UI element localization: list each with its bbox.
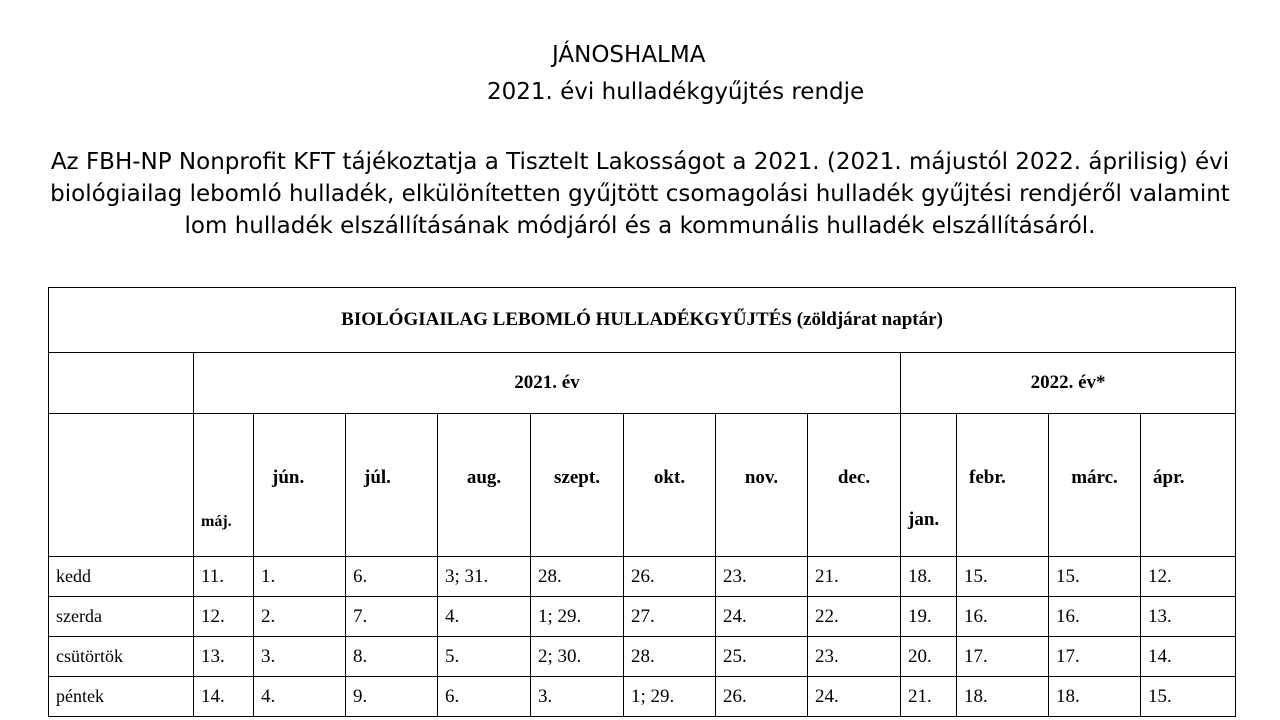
month-header: máj. bbox=[194, 414, 254, 557]
date-cell: 18. bbox=[901, 557, 957, 597]
year-2022-header: 2022. év* bbox=[901, 353, 1236, 414]
date-cell: 17. bbox=[957, 637, 1049, 677]
date-cell: 15. bbox=[1141, 677, 1236, 717]
date-cell: 14. bbox=[1141, 637, 1236, 677]
empty-corner-cell bbox=[49, 414, 194, 557]
date-cell: 27. bbox=[624, 597, 716, 637]
date-cell: 23. bbox=[716, 557, 808, 597]
month-header: febr. bbox=[957, 414, 1049, 557]
date-cell: 18. bbox=[957, 677, 1049, 717]
table-title-main: BIOLÓGIAILAG LEBOMLÓ HULLADÉKGYŰJTÉS bbox=[341, 309, 792, 330]
table-row bbox=[49, 557, 1236, 597]
month-header: nov. bbox=[716, 414, 808, 557]
date-cell: 24. bbox=[808, 677, 901, 717]
collection-schedule-table bbox=[48, 287, 1236, 717]
date-cell: 28. bbox=[531, 557, 624, 597]
month-header: dec. bbox=[808, 414, 901, 557]
date-cell: 7. bbox=[346, 597, 438, 637]
table-title bbox=[49, 288, 1236, 353]
date-cell: 15. bbox=[957, 557, 1049, 597]
date-cell: 4. bbox=[438, 597, 531, 637]
table-row bbox=[49, 637, 1236, 677]
table-title-row bbox=[49, 288, 1236, 353]
date-cell: 17. bbox=[1049, 637, 1141, 677]
date-cell: 24. bbox=[716, 597, 808, 637]
date-cell: 21. bbox=[808, 557, 901, 597]
date-cell: 16. bbox=[1049, 597, 1141, 637]
month-header: ápr. bbox=[1141, 414, 1236, 557]
month-header: júl. bbox=[346, 414, 438, 557]
date-cell: 6. bbox=[346, 557, 438, 597]
table-months-row bbox=[49, 414, 1236, 557]
table-years-row bbox=[49, 353, 1236, 414]
date-cell: 16. bbox=[957, 597, 1049, 637]
intro-paragraph: Az FBH-NP Nonprofit KFT tájékoztatja a Tisztelt Lakosságot a 2021. (2021. májustól 2022. áprilisig) évi biológiailag lebomló hulladék, elkülönítetten gyűjtött csomagolási hulladék gyűjtési rendjéről valamint lom hulladék elszállításának módjáról és a kommunális hulladék elszállításáról. bbox=[50, 149, 1230, 239]
date-cell: 21. bbox=[901, 677, 957, 717]
date-cell: 8. bbox=[346, 637, 438, 677]
date-cell: 12. bbox=[1141, 557, 1236, 597]
date-cell: 22. bbox=[808, 597, 901, 637]
day-name: kedd bbox=[49, 557, 194, 597]
date-cell: 1; 29. bbox=[531, 597, 624, 637]
date-cell: 1; 29. bbox=[624, 677, 716, 717]
day-name: szerda bbox=[49, 597, 194, 637]
date-cell: 3; 31. bbox=[438, 557, 531, 597]
date-cell: 28. bbox=[624, 637, 716, 677]
date-cell: 4. bbox=[254, 677, 346, 717]
page-title: JÁNOSHALMA bbox=[552, 42, 706, 68]
date-cell: 25. bbox=[716, 637, 808, 677]
date-cell: 18. bbox=[1049, 677, 1141, 717]
date-cell: 5. bbox=[438, 637, 531, 677]
table-row bbox=[49, 677, 1236, 717]
date-cell: 9. bbox=[346, 677, 438, 717]
date-cell: 19. bbox=[901, 597, 957, 637]
date-cell: 13. bbox=[194, 637, 254, 677]
month-header: szept. bbox=[531, 414, 624, 557]
date-cell: 3. bbox=[531, 677, 624, 717]
day-name: csütörtök bbox=[49, 637, 194, 677]
month-header: márc. bbox=[1049, 414, 1141, 557]
date-cell: 20. bbox=[901, 637, 957, 677]
date-cell: 26. bbox=[624, 557, 716, 597]
date-cell: 2. bbox=[254, 597, 346, 637]
day-name: péntek bbox=[49, 677, 194, 717]
date-cell: 3. bbox=[254, 637, 346, 677]
table-title-sub: (zöldjárat naptár) bbox=[796, 309, 943, 330]
date-cell: 15. bbox=[1049, 557, 1141, 597]
year-2021-header: 2021. év bbox=[194, 353, 901, 414]
empty-corner-cell bbox=[49, 353, 194, 414]
date-cell: 23. bbox=[808, 637, 901, 677]
month-header: okt. bbox=[624, 414, 716, 557]
date-cell: 26. bbox=[716, 677, 808, 717]
month-header: jan. bbox=[901, 414, 957, 557]
month-header: aug. bbox=[438, 414, 531, 557]
date-cell: 6. bbox=[438, 677, 531, 717]
date-cell: 14. bbox=[194, 677, 254, 717]
month-header: jún. bbox=[254, 414, 346, 557]
date-cell: 2; 30. bbox=[531, 637, 624, 677]
date-cell: 1. bbox=[254, 557, 346, 597]
page-subtitle: 2021. évi hulladékgyűjtés rendje bbox=[487, 79, 865, 105]
date-cell: 11. bbox=[194, 557, 254, 597]
date-cell: 13. bbox=[1141, 597, 1236, 637]
date-cell: 12. bbox=[194, 597, 254, 637]
table-row bbox=[49, 597, 1236, 637]
